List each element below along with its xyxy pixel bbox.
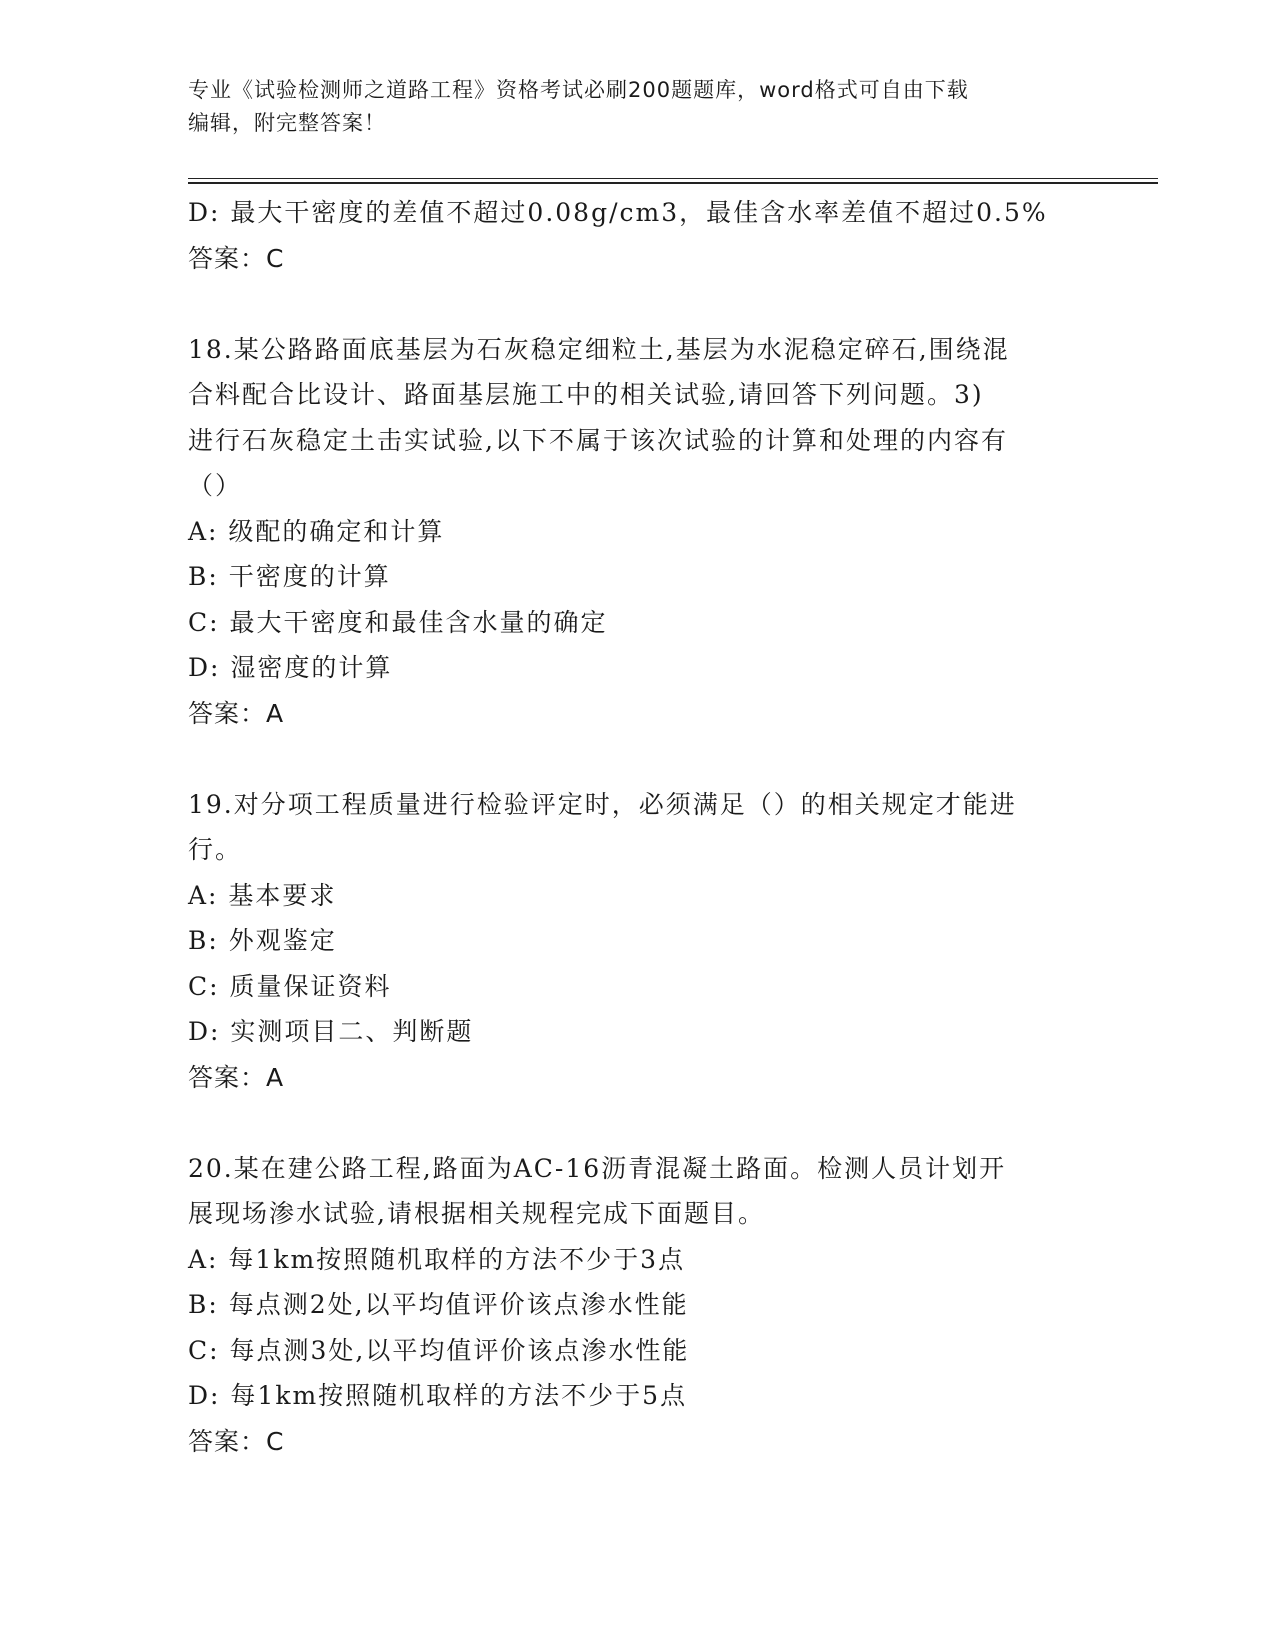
option-c: C: 最大干密度和最佳含水量的确定: [188, 607, 608, 637]
stem-line: 合料配合比设计、路面基层施工中的相关试验,请回答下列问题。3): [188, 380, 984, 409]
answer: 答案：A: [188, 698, 285, 728]
option-a: A: 级配的确定和计算: [188, 516, 445, 546]
question-stem: [188, 1146, 1088, 1237]
answer: 答案：A: [188, 1062, 285, 1092]
question-list: [188, 190, 1088, 1464]
answer: 答案：C: [188, 1426, 285, 1456]
stem-line: 20.某在建公路工程,路面为AC-16沥青混凝土路面。检测人员计划开: [188, 1153, 1007, 1183]
option-c: C: 质量保证资料: [188, 971, 392, 1001]
document-header: [188, 74, 1088, 140]
spacer: [188, 736, 1088, 782]
stem-line: 进行石灰稳定土击实试验,以下不属于该次试验的计算和处理的内容有: [188, 425, 1008, 455]
stem-line: 19.对分项工程质量进行检验评定时，必须满足（）的相关规定才能进: [188, 789, 1017, 819]
option-b: B: 每点测2处,以平均值评价该点渗水性能: [188, 1290, 689, 1319]
stem-line: （）: [188, 471, 243, 500]
option-d: D: 最大干密度的差值不超过0.08g/cm3，最佳含水率差值不超过0.5%: [188, 198, 1048, 227]
option-d: D: 实测项目二、判断题: [188, 1017, 474, 1046]
question-18: [188, 327, 1088, 737]
option-d: D: 湿密度的计算: [188, 653, 393, 682]
spacer: [188, 281, 1088, 327]
header-line-1: 专业《试验检测师之道路工程》资格考试必刷200题题库，word格式可自由下载: [188, 78, 969, 102]
question-stem: [188, 327, 1088, 509]
header-line-2: 编辑，附完整答案！: [188, 111, 386, 135]
option-c: C: 每点测3处,以平均值评价该点渗水性能: [188, 1335, 690, 1365]
option-b: B: 干密度的计算: [188, 562, 391, 591]
spacer: [188, 1100, 1088, 1146]
option-b: B: 外观鉴定: [188, 926, 337, 955]
option-d: D: 每1km按照随机取样的方法不少于5点: [188, 1381, 688, 1410]
option-a: A: 每1km按照随机取样的方法不少于3点: [188, 1244, 686, 1274]
stem-line: 展现场渗水试验,请根据相关规程完成下面题目。: [188, 1199, 765, 1228]
question-20: [188, 1146, 1088, 1465]
answer: 答案：C: [188, 243, 285, 273]
header-divider-thin: [188, 178, 1158, 179]
stem-line: 行。: [188, 835, 243, 864]
option-a: A: 基本要求: [188, 880, 337, 910]
question-19: [188, 782, 1088, 1101]
question-17-tail: [188, 190, 1088, 281]
header-divider-thick: [188, 182, 1158, 184]
question-stem: [188, 782, 1088, 873]
stem-line: 18.某公路路面底基层为石灰稳定细粒土,基层为水泥稳定碎石,围绕混: [188, 334, 1010, 364]
